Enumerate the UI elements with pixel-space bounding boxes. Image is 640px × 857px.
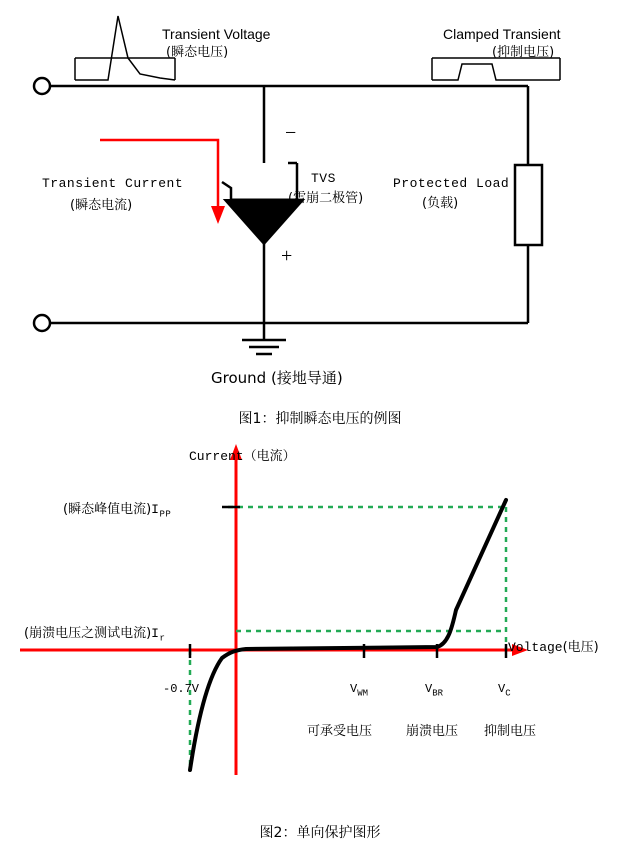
label-ipp-sub: PP xyxy=(159,509,172,520)
x-axis-title-en: Voltage xyxy=(508,640,563,655)
label-vwm xyxy=(350,682,368,698)
label-ir-cn: (崩溃电压之测试电流) xyxy=(24,626,152,641)
label-vwm-sym: V xyxy=(350,682,358,696)
transient-voltage-waveform xyxy=(75,16,175,80)
label-diode-minus: − xyxy=(285,122,297,144)
label-vbr xyxy=(425,682,443,698)
label-clamped-transient-cn: (抑制电压) xyxy=(492,45,555,60)
label-tvs-cn: (雪崩二极管) xyxy=(288,191,364,206)
y-axis-title-en: Current xyxy=(189,449,244,464)
label-ipp-cn: (瞬态峰值电流) xyxy=(63,502,152,517)
label-vc-sym: V xyxy=(498,682,506,696)
label-protected-load-en: Protected Load xyxy=(393,176,510,191)
label-vbr-sym: V xyxy=(425,682,433,696)
annotation-vc: 抑制电压 xyxy=(484,724,537,739)
label-ipp xyxy=(63,498,171,520)
y-axis-title-cn: （电流） xyxy=(243,449,296,464)
label-transient-voltage-en: Transient Voltage xyxy=(162,26,271,42)
label-ipp-sym: I xyxy=(151,502,160,517)
label-ir-sub: r xyxy=(159,633,166,644)
label-ir-sym: I xyxy=(151,626,160,641)
label-diode-plus: + xyxy=(281,245,293,267)
figure-2-caption: 图2：单向保护图形 xyxy=(259,825,381,841)
x-axis-title xyxy=(508,636,599,655)
figure-1-caption: 图1：抑制瞬态电压的例图 xyxy=(238,411,402,427)
terminal-bottom-left xyxy=(34,315,50,331)
clamped-transient-waveform xyxy=(432,64,560,80)
y-axis-title xyxy=(189,445,296,464)
annotation-vbr: 崩溃电压 xyxy=(406,724,459,739)
label-transient-current-cn: (瞬态电流) xyxy=(70,198,133,213)
figure-1-circuit xyxy=(0,0,640,400)
figure-2-chart xyxy=(0,430,640,852)
label-vwm-sub: WM xyxy=(357,688,369,699)
label-clamped-transient-en: Clamped Transient xyxy=(443,26,561,42)
label-vc-sub: C xyxy=(505,688,511,699)
label-tvs-en: TVS xyxy=(311,171,336,186)
label-transient-voltage-cn: (瞬态电压) xyxy=(166,45,229,60)
label-ground-en: Ground xyxy=(211,369,267,387)
annotation-vwm: 可承受电压 xyxy=(307,724,373,739)
label-vbr-sub: BR xyxy=(432,688,444,699)
label-neg-knee: -0.7V xyxy=(163,682,200,696)
x-axis-title-cn: (电压) xyxy=(562,640,599,655)
label-vc xyxy=(498,682,511,698)
label-protected-load-cn: (负载) xyxy=(422,196,459,211)
label-ground-cn: (接地导通) xyxy=(270,369,343,387)
ground-symbol xyxy=(242,323,286,354)
terminal-top-left xyxy=(34,78,50,94)
label-ground xyxy=(211,370,343,387)
load-resistor xyxy=(515,165,542,245)
label-transient-current-en: Transient Current xyxy=(42,176,184,191)
label-ir xyxy=(24,622,165,644)
